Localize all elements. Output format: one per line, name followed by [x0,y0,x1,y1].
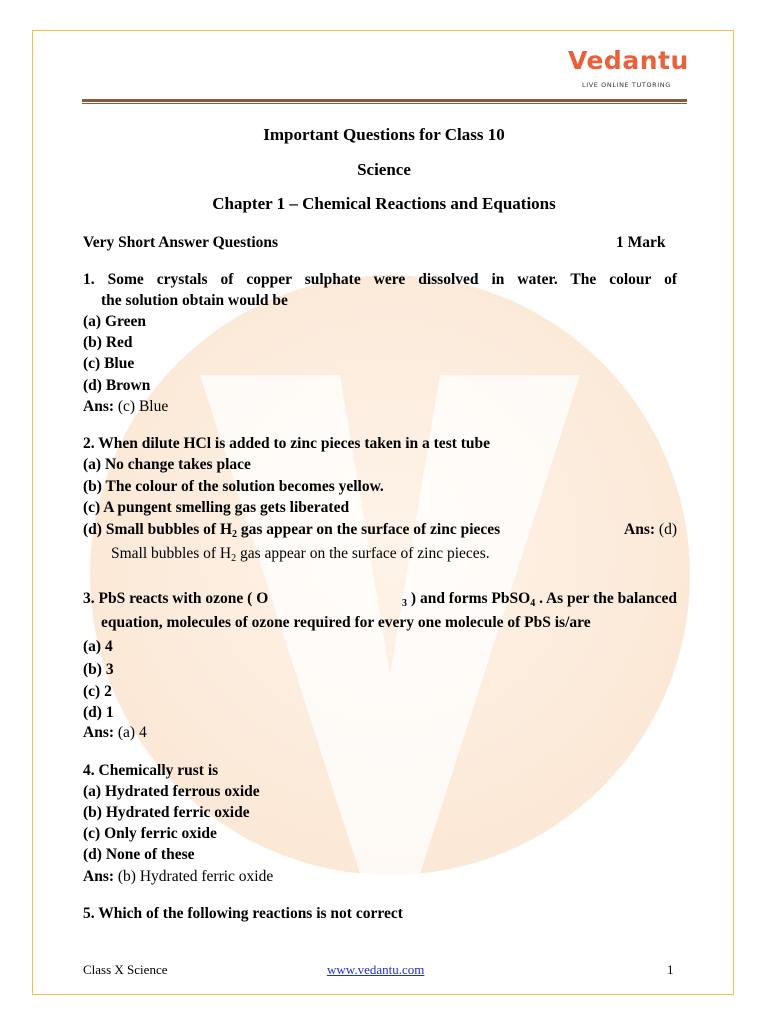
question-2-option-b: (b) The colour of the solution becomes yellow. [83,478,384,495]
question-1-option-b: (b) Red [83,334,133,351]
footer-class: Class X Science [83,962,168,977]
question-4-answer: Ans: (b) Hydrated ferric oxide [83,868,274,885]
question-2-option-c: (c) A pungent smelling gas gets liberated [83,499,350,516]
question-3-option-c: (c) 2 [83,683,112,700]
question-2-stem: 2. When dilute HCl is added to zinc pieces taken in a test tube [83,435,491,452]
question-2-option-d: (d) Small bubbles of $H_2$ gas appear on the surface of zinc pieces Ans: (d) [83,521,677,540]
question-2-option-a: (a) No change takes place [83,456,251,473]
section-heading: Very Short Answer Questions [83,234,279,251]
question-4-option-d: (d) None of these [83,846,195,863]
question-1-answer: Ans: (c) Blue [83,398,169,415]
logo-wordmark: Vedantu [568,46,689,75]
doc-subject: Science [357,160,411,179]
question-3-stem-cont: equation, molecules of ozone required for every one molecule of PbS is/are [101,614,591,631]
question-1-option-c: (c) Blue [83,355,135,372]
question-4-option-c: (c) Only ferric oxide [83,825,217,842]
footer-page-number: 1 [667,962,674,977]
section-marks: 1 Mark [616,234,666,251]
doc-title: Important Questions for Class 10 [263,125,505,144]
question-2-answer: Small bubbles of $H_2$ gas appear on the surface of zinc pieces. [111,545,490,564]
doc-chapter: Chapter 1 – Chemical Reactions and Equations [212,194,556,213]
logo-tagline: LIVE ONLINE TUTORING [582,81,671,89]
question-4-stem: 4. Chemically rust is [83,762,219,779]
question-3-answer: Ans: (a) 4 [83,724,147,741]
question-1-stem-cont: the solution obtain would be [101,292,288,309]
question-1-stem: 1. Some crystals of copper sulphate were dissolved in water. The colour of [83,271,677,288]
question-3-option-a: (a) 4 [83,638,113,655]
question-4-option-a: (a) Hydrated ferrous oxide [83,783,260,800]
question-3-option-b: (b) 3 [83,661,114,678]
question-1-option-d: (d) Brown [83,377,151,394]
question-3-stem: 3. PbS reacts with ozone ( O $_3$ ) and forms PbSO$_4$ . As per the balanced [83,590,677,609]
question-5-stem: 5. Which of the following reactions is not correct [83,905,403,922]
question-4-option-b: (b) Hydrated ferric oxide [83,804,250,821]
footer-website-link[interactable]: www.vedantu.com [327,962,425,977]
question-3-option-d: (d) 1 [83,704,114,721]
question-1-option-a: (a) Green [83,313,146,330]
